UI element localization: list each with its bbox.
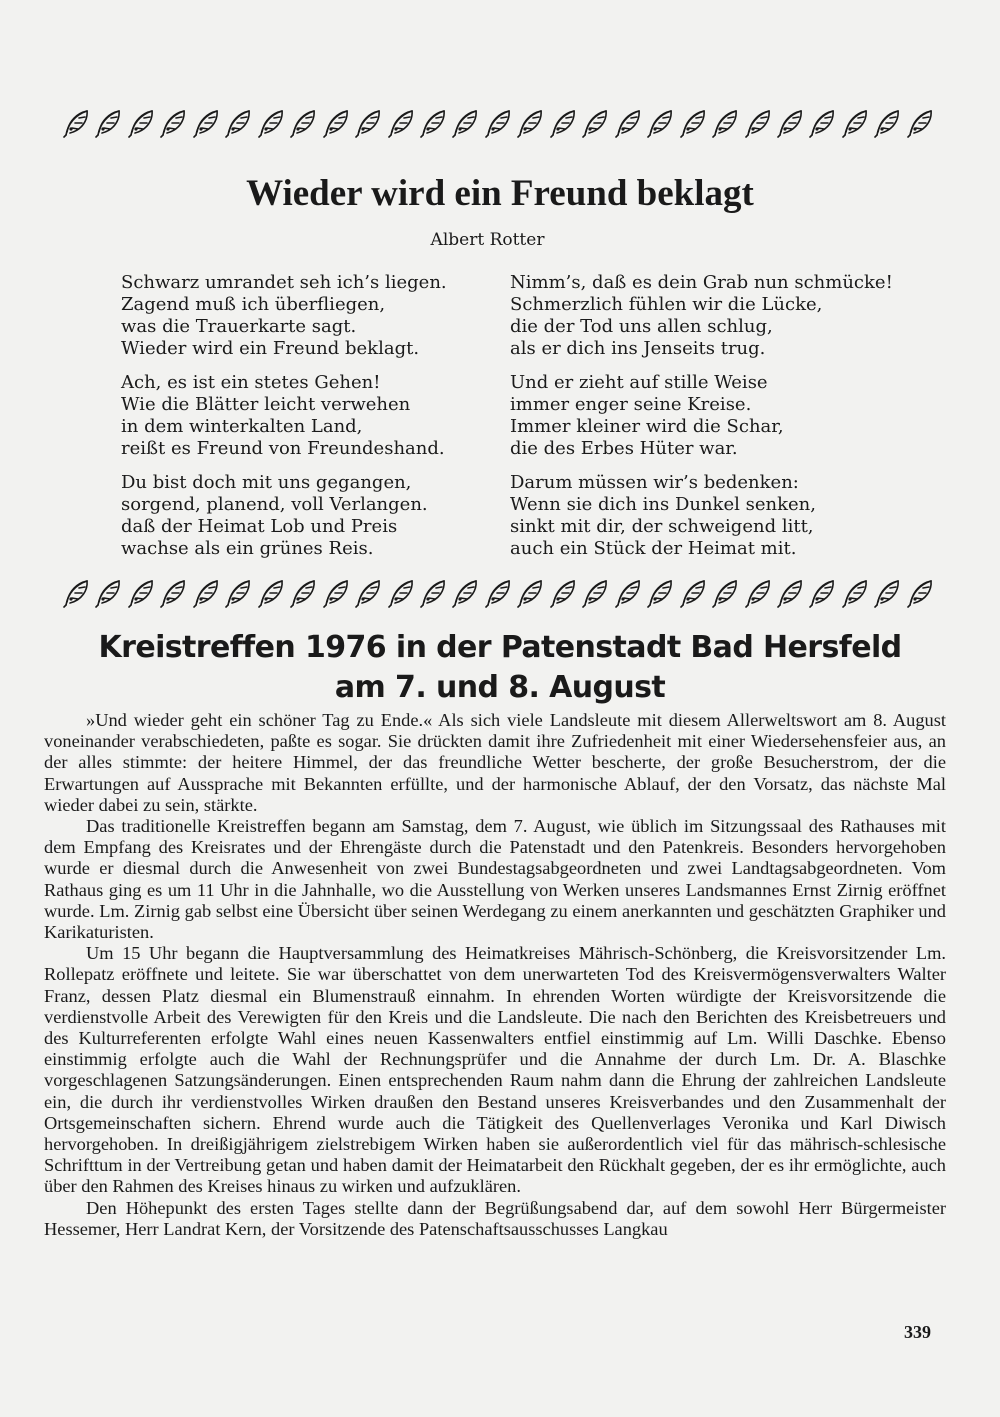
laurel-leaf-icon: [581, 108, 609, 138]
laurel-leaf-icon: [679, 578, 707, 608]
laurel-leaf-icon: [127, 578, 155, 608]
laurel-leaf-icon: [127, 108, 155, 138]
poem-line: wachse als ein grünes Reis.: [121, 538, 374, 559]
laurel-leaf-icon: [808, 578, 836, 608]
laurel-leaf-icon: [516, 578, 544, 608]
laurel-leaf-icon: [62, 578, 90, 608]
laurel-leaf-icon: [257, 108, 285, 138]
poem-stanza: [510, 472, 870, 560]
laurel-leaf-icon: [354, 108, 382, 138]
laurel-leaf-icon: [94, 578, 122, 608]
poem-author: Albert Rotter: [430, 230, 545, 250]
poem-stanza: [121, 372, 481, 460]
laurel-leaf-icon: [679, 108, 707, 138]
poem-line: Wieder wird ein Freund beklagt.: [121, 338, 420, 359]
article-paragraph: Das traditionelle Kreistreffen begann am Samstag, dem 7. August, wie üblich im Sitzungssaal des Rathauses mit dem Empfang des Kreisrates und der Ehrengäste durch die Patenstadt und den Patenkreis. Besonders hervorgehoben wurde er diesmal durch die Anwesenheit von zwei Bundestagsabgeordneten und zwei Landtagsabgeordneten. Vom Rathaus ging es um 11 Uhr in die Jahnhalle, wo die Ausstellung von Werken unseres Landsmannes Ernst Zirnig eröffnet wurde. Lm. Zirnig gab selbst eine Übersicht über seinen Werdegang zu einem anerkannten und geschätzten Graphiker und Karikaturisten.: [44, 816, 946, 943]
laurel-leaf-icon: [776, 108, 804, 138]
poem-line: auch ein Stück der Heimat mit.: [510, 538, 797, 559]
laurel-leaf-icon: [711, 578, 739, 608]
laurel-leaf-icon: [159, 578, 187, 608]
poem-stanza: [121, 272, 481, 360]
article-paragraph: »Und wieder geht ein schöner Tag zu Ende.« Als sich viele Landsleute mit diesem Allerweltswort am 8. August voneinander verabschiedeten, paßte es sogar. Sie drückten damit ihre Zufriedenheit mit einer Wiedersehensfeier aus, an der alles stimmte: der heitere Himmel, der das freundliche Wetter bescherte, der große Besucherstrom, der die Erwartungen auf Aussprache mit Bekannten erfüllte, und der harmonische Ablauf, der den Vorsatz, das nächste Mal wieder dabei zu sein, stärkte.: [44, 710, 946, 815]
laurel-leaf-icon: [484, 578, 512, 608]
poem-line: Du bist doch mit uns gegangen,: [121, 472, 412, 493]
poem-stanza: [510, 372, 870, 460]
laurel-leaf-icon: [257, 578, 285, 608]
article-title-line: am 7. und 8. August: [334, 670, 666, 705]
laurel-leaf-icon: [94, 108, 122, 138]
poem-left-column: [121, 272, 481, 572]
laurel-leaf-icon: [873, 578, 901, 608]
article-title: [0, 628, 1000, 708]
laurel-leaf-icon: [808, 108, 836, 138]
poem-line: Darum müssen wir’s bedenken:: [510, 472, 799, 493]
poem-line: Ach, es ist ein stetes Gehen!: [121, 372, 381, 393]
laurel-leaf-icon: [289, 108, 317, 138]
poem-line: Schmerzlich fühlen wir die Lücke,: [510, 294, 823, 315]
laurel-leaf-icon: [192, 578, 220, 608]
laurel-leaf-icon: [906, 108, 934, 138]
laurel-leaf-icon: [159, 108, 187, 138]
laurel-leaf-icon: [581, 578, 609, 608]
laurel-leaf-icon: [354, 578, 382, 608]
laurel-leaf-icon: [419, 108, 447, 138]
laurel-leaf-icon: [744, 578, 772, 608]
poem-line: immer enger seine Kreise.: [510, 394, 752, 415]
laurel-leaf-icon: [841, 578, 869, 608]
poem-title: Wieder wird ein Freund beklagt: [246, 173, 754, 214]
laurel-leaf-icon: [549, 578, 577, 608]
laurel-leaf-icon: [873, 108, 901, 138]
laurel-leaf-icon: [419, 578, 447, 608]
laurel-leaf-icon: [906, 578, 934, 608]
article-paragraph: Den Höhepunkt des ersten Tages stellte dann der Begrüßungsabend dar, auf dem sowohl Herr Bürgermeister Hessemer, Herr Landrat Kern, der Vorsitzende des Patenschaftsausschusses Langkau: [44, 1197, 946, 1239]
poem-line: die der Tod uns allen schlug,: [510, 316, 773, 337]
poem-line: was die Trauerkarte sagt.: [121, 316, 357, 337]
poem-stanza: [121, 472, 481, 560]
laurel-leaf-icon: [451, 108, 479, 138]
laurel-leaf-icon: [322, 108, 350, 138]
laurel-leaf-icon: [322, 578, 350, 608]
article-title-line: Kreistreffen 1976 in der Patenstadt Bad Hersfeld: [98, 630, 902, 665]
laurel-leaf-icon: [62, 108, 90, 138]
laurel-leaf-icon: [224, 578, 252, 608]
poem-right-column: [510, 272, 893, 572]
poem-line: Zagend muß ich überfliegen,: [121, 294, 386, 315]
laurel-leaf-icon: [387, 578, 415, 608]
laurel-leaf-icon: [289, 578, 317, 608]
poem-line: sorgend, planend, voll Verlangen.: [121, 494, 428, 515]
laurel-leaf-icon: [614, 578, 642, 608]
poem-line: reißt es Freund von Freundeshand.: [121, 438, 445, 459]
laurel-leaf-icon: [224, 108, 252, 138]
laurel-leaf-icon: [711, 108, 739, 138]
laurel-leaf-icon: [646, 578, 674, 608]
poem-line: daß der Heimat Lob und Preis: [121, 516, 398, 537]
laurel-leaf-icon: [451, 578, 479, 608]
poem-line: Schwarz umrandet seh ich’s liegen.: [121, 272, 447, 293]
poem-line: Und er zieht auf stille Weise: [510, 372, 768, 393]
poem-line: Immer kleiner wird die Schar,: [510, 416, 784, 437]
poem-line: die des Erbes Hüter war.: [510, 438, 738, 459]
poem-line: in dem winterkalten Land,: [121, 416, 363, 437]
poem-line: sinkt mit dir, der schweigend litt,: [510, 516, 814, 537]
laurel-leaf-icon: [549, 108, 577, 138]
laurel-leaf-icon: [646, 108, 674, 138]
laurel-leaf-icon: [614, 108, 642, 138]
laurel-leaf-icon: [192, 108, 220, 138]
poem-line: Nimm’s, daß es dein Grab nun schmücke!: [510, 272, 893, 293]
laurel-leaf-icon: [841, 108, 869, 138]
article-body: [44, 710, 946, 1240]
poem-line: Wenn sie dich ins Dunkel senken,: [510, 494, 816, 515]
poem-line: Wie die Blätter leicht verwehen: [121, 394, 411, 415]
poem-stanza: [510, 272, 893, 360]
laurel-leaf-icon: [776, 578, 804, 608]
laurel-leaf-icon: [516, 108, 544, 138]
page-number: 339: [904, 1322, 931, 1342]
laurel-leaf-icon: [484, 108, 512, 138]
poem-line: als er dich ins Jenseits trug.: [510, 338, 766, 359]
ornament-border-top: [62, 104, 934, 142]
laurel-leaf-icon: [387, 108, 415, 138]
ornament-border-middle: [62, 574, 934, 612]
article-paragraph: Um 15 Uhr begann die Hauptversammlung des Heimatkreises Mährisch-Schönberg, die Kreisvorsitzender Lm. Rollepatz eröffnete und leitete. Sie war überschattet von dem unerwarteten Tod des Kreisvermögensverwalters Walter Franz, dessen Platz diesmal ein Blumenstrauß einnahm. In ehrenden Worten würdigte der Kreisvorsitzende die verdienstvolle Arbeit des Verewigten für den Kreis und die Landsleute. Die nach den Berichten des Kreisbetreuers und des Kulturreferenten erfolgte Wahl eines neuen Kassenwalters entfiel einstimmig auf Lm. Willi Daschke. Ebenso einstimmig erfolgte auch die Wahl der Rechnungsprüfer und die Annahme der durch Lm. Dr. A. Blaschke vorgeschlagenen Satzungsänderungen. Einen entsprechenden Raum nahm dann die Ehrung der zahlreichen Landsleute ein, die durch ihr verdienstvolles Wirken draußen den Bestand unseres Kreisverbandes und den Zusammenhalt der Ortsgemeinschaften sichern. Ehrend wurde auch die Tätigkeit des Quellenverlages Veronika und Karl Diwisch hervorgehoben. In dreißigjährigem zielstrebigem Wirken haben sie außerordentlich viel für das mährisch-schlesische Schrifttum in der Vertreibung getan und haben damit der Heimatarbeit den Rückhalt gegeben, der es ihr ermöglichte, auch über den Rahmen des Kreises hinaus zu wirken und aufzuklären.: [44, 943, 946, 1197]
laurel-leaf-icon: [744, 108, 772, 138]
